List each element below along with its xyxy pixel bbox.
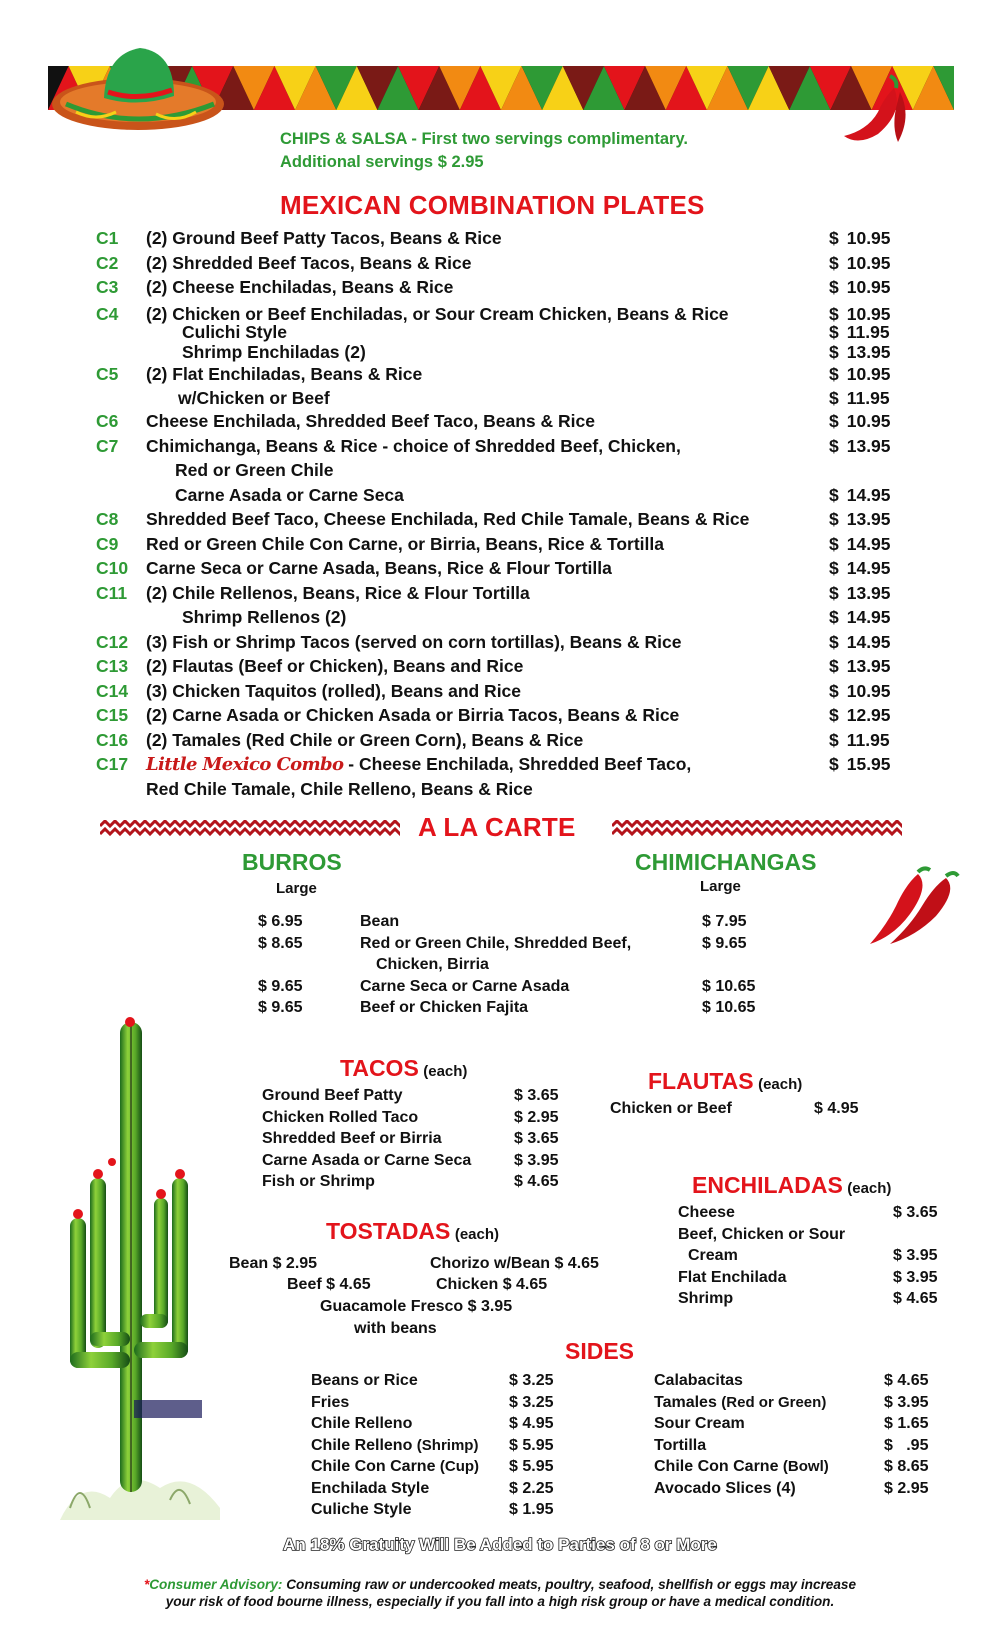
text-value: 10.95	[846, 277, 891, 297]
filling-item: Red or Green Chile, Shredded Beef,	[360, 934, 632, 952]
text-value: 10.95	[846, 363, 891, 384]
enchilada-item: Cheese	[678, 1204, 735, 1221]
combo-row	[96, 362, 916, 387]
text-value: C10	[96, 558, 129, 578]
combo-row	[96, 679, 916, 704]
text-value: 14.95	[846, 558, 891, 578]
sides-title: SIDES	[565, 1338, 635, 1364]
text-value: (Shrimp)	[416, 1436, 479, 1454]
taco-item: Fish or Shrimp	[262, 1173, 375, 1190]
enchilada-price: $ 4.65	[893, 1290, 938, 1307]
side-price: $ 1.95	[509, 1501, 554, 1518]
combo-row	[96, 320, 916, 340]
text-value: C5	[96, 363, 119, 384]
enchilada-item: Beef, Chicken or Sour	[678, 1225, 846, 1243]
tostadas-header	[326, 1218, 499, 1245]
side-price: $ 3.95	[884, 1393, 929, 1411]
text-value: C15	[96, 705, 129, 725]
text-value: C7	[96, 435, 119, 456]
enchiladas-list	[678, 1202, 845, 1310]
zigzag-line	[100, 829, 400, 834]
chili-pepper-icon	[866, 866, 962, 948]
text-value: Chile Relleno	[311, 1436, 417, 1454]
tostada-item: Bean $ 2.95	[229, 1255, 318, 1272]
text-value: C9	[96, 533, 119, 554]
text-value: 10.95	[846, 680, 891, 701]
tacos-list	[262, 1085, 471, 1193]
side-item	[311, 1370, 479, 1392]
text-value: $	[829, 558, 839, 578]
chips-line-1: CHIPS & SALSA - First two servings complimentary.	[280, 130, 688, 148]
text-value: Carne Seca or Carne Asada, Beans, Rice & Flour Tortilla	[146, 558, 612, 578]
tostadas-each: (each)	[454, 1226, 500, 1243]
text-value: 11.95	[846, 388, 890, 408]
sides-left-list	[311, 1370, 479, 1521]
text-value: C8	[96, 509, 119, 529]
text-value: 13.95	[846, 656, 891, 676]
text-value: $	[829, 228, 839, 248]
text-value: C3	[96, 277, 119, 297]
zigzag-line	[612, 829, 902, 834]
text-value: C1	[96, 228, 119, 248]
text-value: Red or Green Chile	[175, 460, 334, 480]
text-value: Calabacitas	[654, 1372, 743, 1389]
text-value: $	[829, 388, 839, 408]
text-value: (2) Shredded Beef Tacos, Beans & Rice	[146, 252, 472, 273]
side-item	[311, 1435, 479, 1457]
text-value: (Red or Green)	[721, 1393, 827, 1411]
text-value: (2) Flautas (Beef or Chicken), Beans and Rice	[146, 656, 524, 676]
text-value: Chile Con Carne	[654, 1458, 783, 1475]
advisory-line-1: Consuming raw or undercooked meats, poultry, seafood, shellfish or eggs may increase	[282, 1577, 857, 1592]
text-value: (3) Fish or Shrimp Tacos (served on corn tortillas), Beans & Rice	[146, 631, 682, 652]
sombrero-icon	[46, 42, 226, 138]
text-value: (Cup)	[439, 1458, 480, 1475]
side-item	[654, 1456, 829, 1478]
chimichangas-size: Large	[700, 878, 741, 895]
combo-row	[96, 703, 916, 728]
text-value: Fries	[311, 1393, 350, 1411]
text-value: C16	[96, 729, 129, 750]
text-value: Red or Green Chile Con Carne, or Birria, Beans, Rice & Tortilla	[146, 533, 664, 554]
text-value: - Cheese Enchilada, Shredded Beef Taco,	[343, 754, 692, 774]
text-value: 10.95	[846, 411, 891, 431]
burro-price: $ 8.65	[258, 934, 303, 952]
tacos-each: (each)	[423, 1063, 468, 1080]
text-value: 11.95	[846, 321, 890, 342]
text-value: Cheese Enchilada, Shredded Beef Taco, Beans & Rice	[146, 411, 595, 431]
combo-row	[96, 777, 916, 802]
enchilada-price: $ 3.95	[893, 1247, 938, 1264]
text-value: C13	[96, 656, 129, 676]
chimichangas-prices	[702, 911, 755, 1019]
combo-row	[96, 340, 916, 362]
text-value: $	[829, 729, 839, 750]
text-value: 11.95	[846, 729, 890, 750]
enchiladas-header	[692, 1172, 891, 1199]
filling-item: Beef or Chicken Fajita	[360, 999, 529, 1016]
text-value: $	[829, 252, 839, 273]
text-value: 14.95	[846, 607, 891, 627]
text-value: Avocado Slices (4)	[654, 1479, 796, 1497]
burros-title: BURROS	[242, 849, 342, 875]
taco-item: Carne Asada or Carne Seca	[262, 1151, 472, 1169]
burro-price: $ 9.65	[258, 999, 303, 1016]
side-item	[654, 1478, 829, 1500]
text-value: Carne Asada or Carne Seca	[175, 484, 404, 505]
taco-price: $ 2.95	[514, 1108, 559, 1126]
side-item	[311, 1456, 479, 1478]
text-value: Shrimp Rellenos (2)	[182, 607, 347, 627]
burros-size: Large	[276, 880, 317, 897]
text-value: $	[829, 321, 839, 342]
side-price: $ 5.95	[509, 1436, 554, 1454]
text-value: Sour Cream	[654, 1415, 745, 1432]
combo-row	[96, 251, 916, 276]
sides-left-prices	[509, 1370, 553, 1521]
gratuity-notice: An 18% Gratuity Will Be Added to Parties of 8 or More	[283, 1535, 717, 1554]
side-item	[311, 1392, 479, 1414]
side-price: $ 3.25	[509, 1372, 554, 1389]
taco-item: Chicken Rolled Taco	[262, 1108, 419, 1126]
tostada-item: with beans	[354, 1320, 437, 1337]
text-value: 13.95	[846, 582, 891, 603]
text-value: (2) Cheese Enchiladas, Beans & Rice	[146, 277, 454, 297]
text-value: $	[829, 435, 839, 456]
text-value: (2) Flat Enchiladas, Beans & Rice	[146, 363, 423, 384]
combo-row	[96, 532, 916, 557]
text-value: C11	[96, 582, 128, 603]
side-price: $ 8.65	[884, 1458, 929, 1475]
advisory-label: Consumer Advisory:	[149, 1577, 283, 1592]
filling-item: Bean	[360, 913, 400, 930]
flautas-header	[648, 1068, 802, 1095]
text-value: (2) Chile Rellenos, Beans, Rice & Flour Tortilla	[146, 582, 530, 603]
advisory-line-2: your risk of food bourne illness, especially if you fall into a high risk group or have a medical condition.	[165, 1594, 835, 1609]
side-item	[311, 1478, 479, 1500]
text-value: $	[829, 411, 839, 431]
tacos-prices	[514, 1085, 558, 1193]
text-value: 13.95	[846, 435, 891, 456]
chimichanga-price: $ 10.65	[702, 999, 756, 1016]
text-value: $	[829, 484, 839, 505]
combo-row	[96, 556, 916, 581]
text-value: (3) Chicken Taquitos (rolled), Beans and Rice	[146, 680, 522, 701]
text-value: Red Chile Tamale, Chile Relleno, Beans & Rice	[146, 778, 533, 799]
side-price: $ 5.95	[509, 1458, 554, 1475]
text-value: 13.95	[846, 341, 891, 362]
side-price: $ 1.65	[884, 1415, 929, 1432]
text-value: $	[829, 533, 839, 554]
combo-row	[96, 483, 916, 508]
text-value: 13.95	[846, 509, 891, 529]
chimichangas-title: CHIMICHANGAS	[635, 849, 817, 875]
text-value: 14.95	[846, 533, 891, 554]
text-value: (Bowl)	[782, 1458, 829, 1475]
text-value: Beans or Rice	[311, 1372, 418, 1389]
text-value: (2) Tamales (Red Chile or Green Corn), Beans & Rice	[146, 729, 584, 750]
text-value: $	[829, 341, 839, 362]
enchilada-price: $ 3.65	[893, 1204, 938, 1221]
text-value: C17	[96, 754, 129, 774]
chips-salsa-note	[280, 128, 688, 174]
flautas-each: (each)	[758, 1076, 803, 1093]
text-value: 10.95	[846, 303, 891, 324]
filling-item: Chicken, Birria	[376, 956, 489, 973]
text-value: 14.95	[846, 484, 891, 505]
filling-item: Carne Seca or Carne Asada	[360, 977, 570, 995]
text-value: $	[829, 607, 839, 627]
tostada-item: Beef $ 4.65	[287, 1276, 371, 1293]
zigzag-divider-left	[100, 820, 400, 838]
enchiladas-each: (each)	[847, 1180, 892, 1197]
text-value: $	[829, 363, 839, 384]
enchilada-price: $ 3.95	[893, 1268, 938, 1286]
text-value: 14.95	[846, 631, 891, 652]
text-value: $	[829, 582, 839, 603]
combo-row	[96, 300, 916, 324]
combo-row	[96, 226, 916, 251]
chimichanga-price: $ 10.65	[702, 977, 756, 995]
text-value: C2	[96, 252, 119, 273]
text-value: Enchilada Style	[311, 1479, 430, 1497]
text-value: $	[829, 277, 839, 297]
chili-pepper-icon	[838, 72, 910, 146]
text-value: $	[829, 509, 839, 529]
enchilada-item: Shrimp	[678, 1290, 734, 1307]
text-value: $	[829, 754, 839, 774]
sides-right-prices	[884, 1370, 928, 1499]
text-value: Shrimp Enchiladas (2)	[182, 341, 366, 362]
text-value: Tamales	[654, 1393, 722, 1411]
side-item	[654, 1435, 829, 1457]
side-price: $ 3.25	[509, 1393, 554, 1411]
text-value: 10.95	[846, 228, 891, 248]
chimichanga-price: $ 7.95	[702, 913, 747, 930]
tostada-item: Chorizo w/Bean $ 4.65	[430, 1255, 599, 1272]
text-value: Chile Con Carne	[311, 1458, 440, 1475]
text-value: C4	[96, 303, 119, 324]
combo-row	[96, 409, 916, 434]
zigzag-line	[100, 821, 400, 826]
combo-row	[96, 434, 916, 459]
enchiladas-prices	[893, 1202, 937, 1310]
combo-row	[96, 630, 916, 655]
combo-row	[96, 458, 916, 483]
text-value: 10.95	[846, 252, 891, 273]
text-value: (2) Ground Beef Patty Tacos, Beans & Rice	[146, 228, 502, 248]
text-value: Chile Relleno	[311, 1415, 413, 1432]
enchilada-item: Cream	[688, 1247, 738, 1264]
text-value: C14	[96, 680, 129, 701]
flautas-item: Chicken or Beef	[610, 1100, 732, 1117]
zigzag-divider-right	[612, 820, 902, 838]
side-price: $ 2.95	[884, 1479, 929, 1497]
enchilada-price	[893, 1224, 937, 1246]
consumer-advisory	[0, 1576, 1000, 1610]
taco-price: $ 3.95	[514, 1151, 559, 1169]
text-value: (2) Chicken or Beef Enchiladas, or Sour Cream Chicken, Beans & Rice	[146, 303, 729, 324]
tostada-item: Guacamole Fresco $ 3.95	[320, 1298, 513, 1315]
taco-price: $ 4.65	[514, 1173, 559, 1190]
enchilada-item: Flat Enchilada	[678, 1268, 787, 1286]
text-value: Culiche Style	[311, 1501, 412, 1518]
sides-right-list	[654, 1370, 829, 1499]
tacos-title: TACOS	[340, 1055, 419, 1081]
side-price: $ .95	[884, 1436, 929, 1454]
burro-price: $ 6.95	[258, 913, 303, 930]
flautas-title: FLAUTAS	[648, 1068, 754, 1094]
combo-row	[96, 605, 916, 630]
flautas-price: $ 4.95	[814, 1100, 859, 1117]
text-value: $	[829, 680, 839, 701]
combo-row	[96, 654, 916, 679]
combo-row	[96, 507, 916, 532]
side-price: $ 4.95	[509, 1415, 554, 1432]
text-value: $	[829, 303, 839, 324]
combo-row	[96, 386, 916, 409]
side-price: $ 4.65	[884, 1372, 929, 1389]
text-value: C12	[96, 631, 129, 652]
tacos-header	[340, 1055, 467, 1082]
text-value: $	[829, 705, 839, 725]
combo-row-c17	[96, 752, 916, 777]
text-value: (2) Carne Asada or Chicken Asada or Birria Tacos, Beans & Rice	[146, 705, 680, 725]
side-item	[654, 1413, 829, 1435]
text-value: $	[829, 631, 839, 652]
side-item	[654, 1370, 829, 1392]
text-value: $	[829, 656, 839, 676]
combo-plates-title: MEXICAN COMBINATION PLATES	[280, 190, 705, 220]
text-value: Shredded Beef Taco, Cheese Enchilada, Red Chile Tamale, Beans & Rice	[146, 509, 750, 529]
cactus-icon	[50, 1008, 220, 1520]
side-item	[654, 1392, 829, 1414]
burros-prices	[258, 911, 302, 1019]
enchiladas-title: ENCHILADAS	[692, 1172, 843, 1198]
text-value: w/Chicken or Beef	[178, 388, 330, 408]
little-mexico-combo-name: Little Mexico Combo	[146, 754, 344, 775]
combo-plates-list	[96, 226, 916, 801]
burro-price: $ 9.65	[258, 977, 303, 995]
combo-row	[96, 728, 916, 753]
advisory-star: *	[143, 1577, 150, 1592]
taco-price: $ 3.65	[514, 1087, 559, 1104]
text-value: Culichi Style	[182, 321, 288, 342]
side-item	[311, 1413, 479, 1435]
fillings-list	[360, 911, 631, 1019]
tostadas-title: TOSTADAS	[326, 1218, 451, 1244]
tostada-item: Chicken $ 4.65	[436, 1276, 548, 1293]
taco-item: Shredded Beef or Birria	[262, 1130, 442, 1147]
a-la-carte-title: A LA CARTE	[418, 812, 576, 842]
text-value: C6	[96, 411, 119, 431]
combo-row	[96, 275, 916, 300]
taco-price: $ 3.65	[514, 1130, 559, 1147]
combo-row	[96, 581, 916, 606]
side-price: $ 2.25	[509, 1479, 554, 1497]
text-value: Tortilla	[654, 1436, 707, 1454]
text-value: 15.95	[846, 754, 891, 774]
text-value: Chimichanga, Beans & Rice - choice of Shredded Beef, Chicken,	[146, 435, 681, 456]
chimichanga-price: $ 9.65	[702, 934, 747, 952]
zigzag-line	[612, 821, 902, 826]
side-item	[311, 1499, 479, 1521]
taco-item: Ground Beef Patty	[262, 1087, 403, 1104]
chips-line-2: Additional servings $ 2.95	[280, 153, 484, 171]
text-value: 12.95	[846, 705, 891, 725]
